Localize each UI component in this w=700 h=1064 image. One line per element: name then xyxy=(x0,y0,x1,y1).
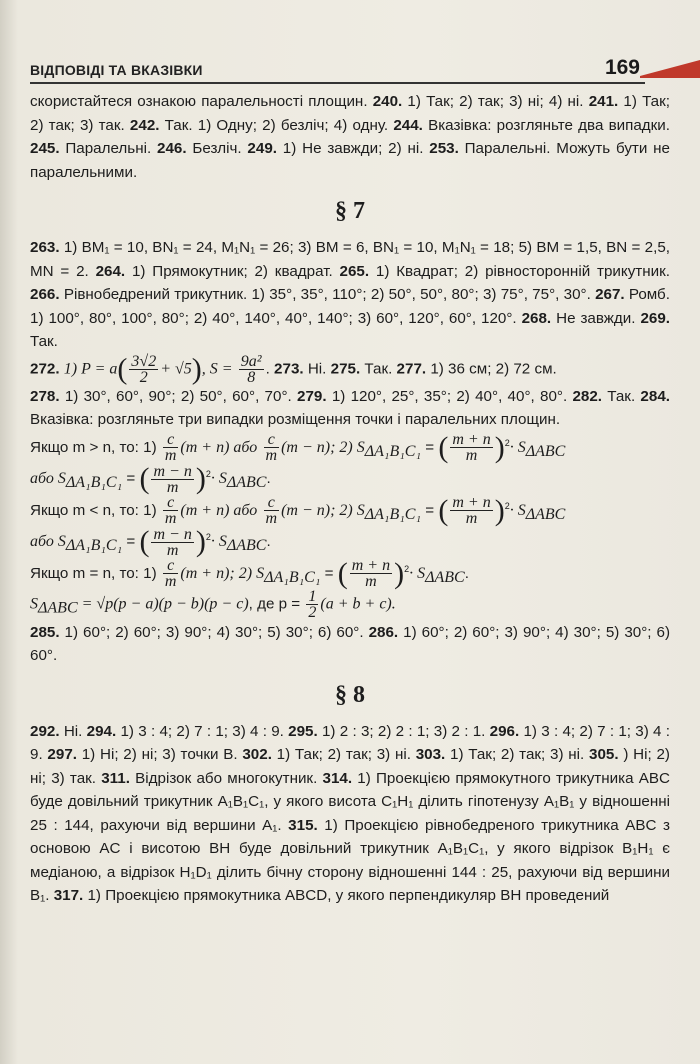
case-m-less-n: Якщо m < n, то: 1) $\frac{c}{m}$ (m + n) або $\frac{c}{m}$ (m − n); 2) $S_{\Delta A_1B_1C_1}$ = ( $\frac{m + n}{m}$ )$^2\cdot S_{\Delta ABC}$ xyxy=(30,493,566,528)
page-header xyxy=(30,56,670,84)
answers-paragraph-278: 278. 1) 30°, 60°, 90°; 2) 50°, 60°, 70°. 279. 1) 120°, 25°, 35°; 2) 40°, 40°, 80°. 282. Так. 284. Вказівка: розгляньте три випадки розміщення точки і паралельних площин. xyxy=(30,387,670,428)
answers-paragraph-285: 285. 1) 60°; 2) 60°; 3) 90°; 4) 30°; 5) 30°; 6) 60°. 286. 1) 60°; 2) 60°; 3) 90°; 4) 30°; 5) 30°; 6) 60°. xyxy=(30,623,671,665)
case-m-greater-n: Якщо m > n, то: 1) $\frac{c}{m}$ (m + n) або $\frac{c}{m}$ (m − n); 2) $S_{\Delta A_1B_1C_1}$ = ( $\frac{m + n}{m}$ )$^2\cdot S_{\Delta ABC}$ xyxy=(30,430,566,465)
running-title: ВІДПОВІДІ ТА ВКАЗІВКИ xyxy=(30,62,203,78)
fraction: $\frac{3√2}{2}$ xyxy=(131,352,157,386)
header-rule xyxy=(30,82,645,84)
answers-paragraph-intro: скористайтеся ознакою паралельності площин. 240. 1) Так; 2) так; 3) ні; 4) ні. 241. 1) Так; 2) так; 3) так. 242. Так. 1) Одну; 2) безліч; 4) одну. 244. Вказівка: розгляньте два випадки. 245. Паралельні. 246. Безліч. 249. 1) Не завжди; 2) ні. 253. Паралельні. Можуть бути не паралельними. xyxy=(30,93,670,181)
answers-paragraph-272: 272. 1) P = a( $\frac{3√2}{2}$ + √5), S = $\frac{\text{9a²}}{8}$ . 273. Ні. 275. Так. 277. 1) 36 см; 2) 72 см. xyxy=(30,352,557,386)
case-m-greater-n-alt: або $S_{\Delta A_1B_1C_1}$ = ( $\frac{m - n}{m}$ )$^2\cdot S_{\Delta ABC}$. xyxy=(30,462,271,496)
case-m-less-n-alt: або $S_{\Delta A_1B_1C_1}$ = ( $\frac{m - n}{m}$ )$^2\cdot S_{\Delta ABC}$. xyxy=(30,525,271,559)
answers-paragraph-263: 263. 1) BM₁ = 10, BN₁ = 24, M₁N₁ = 26; 3) BM = 6, BN₁ = 10, M₁N₁ = 18; 5) BM = 1,5, BN = 2,5, MN = 2. 264. 1) Прямокутник; 2) квадрат. 265. 1) Квадрат; 2) рівносторонній трикутник. 266. Рівнобедрений трикутник. 1) 35°, 35°, 110°; 2) 50°, 50°, 80°; 3) 75°, 75°, 30°. 267. Ромб. 1) 100°, 80°, 100°, 80°; 2) 40°, 140°, 40°, 140°; 3) 60°, 120°, 60°, 120°. 268. Не завжди. 269. Так. xyxy=(30,239,670,350)
case-m-equals-n: Якщо m = n, то: 1) $\frac{c}{m}$ (m + n); 2) $S_{\Delta A_1B_1C_1}$ = ( $\frac{m + n}{m}$ )$^2\cdot S_{\Delta ABC}$. xyxy=(30,556,469,591)
section-heading-8: § 8 xyxy=(335,681,365,708)
answers-body xyxy=(30,90,670,908)
answers-paragraph-292: 292. Ні. 294. 1) 3 : 4; 2) 7 : 1; 3) 4 : 9. 295. 1) 2 : 3; 2) 2 : 1; 3) 2 : 1. 296. 1) 3 : 4; 2) 7 : 1; 3) 4 : 9. 297. 1) Ні; 2) ні; 3) точки B. 302. 1) Так; 2) так; 3) ні. 303. 1) Так; 2) так; 3) ні. 305. ) Ні; 2) ні; 3) так. 311. Відрізок або многокутник. 314. 1) Проекцією прямокутного трикутника ABC буде довільний трикутник A₁B₁C₁, у якого висота C₁H₁ ділить гіпотенузу A₁B₁ у відношенні 25 : 144, рахуючи від вершини A₁. 315. 1) Проекцією рівнобедреного трикутника ABC з основою AC і висотою BH буде довільний трикутник A₁B₁C₁, у якого відрізок B₁H₁ є медіаною, а відрізок H₁D₁ ділить бічну сторону відношенні 144 : 25, рахуючи від вершини B₁. 317. 1) Проекцією прямокутника ABCD, у якого перпендикуляр BH проведений xyxy=(30,722,670,905)
section-heading-7: § 7 xyxy=(335,198,365,224)
heron-formula: $S_{\Delta ABC} = √p(p - a)(p - b)(p - c)$, де p = $\frac{1}{2}$ (a + b + c). xyxy=(30,588,396,622)
fraction: $\frac{\text{9a²}}{8}$ xyxy=(240,352,262,386)
red-corner-tab xyxy=(640,60,700,78)
page-number: 169 xyxy=(604,56,640,79)
